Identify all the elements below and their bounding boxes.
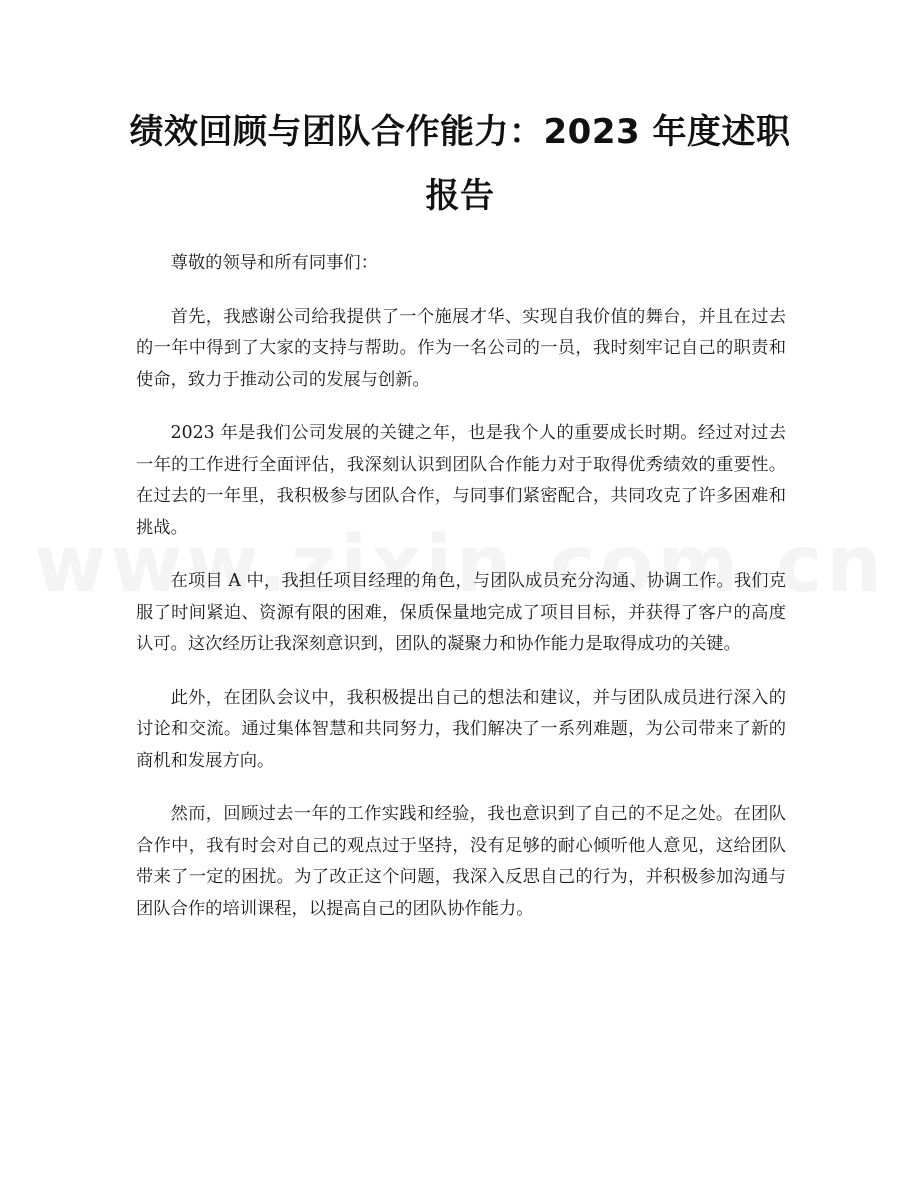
paragraph-3: 在项目 A 中，我担任项目经理的角色，与团队成员充分沟通、协调工作。我们克服了时间紧迫、资源有限的困难，保质保量地完成了项目目标，并获得了客户的高度认可。这次经历让我深刻意识到，团队的凝聚力和协作能力是取得成功的关键。 [136,571,786,654]
paragraph-1: 首先，我感谢公司给我提供了一个施展才华、实现自我价值的舞台，并且在过去的一年中得到了大家的支持与帮助。作为一名公司的一员，我时刻牢记自己的职责和使命，致力于推动公司的发展与创新。 [136,306,786,390]
document-title: 绩效回顾与团队合作能力：2023 年度述职报告 [129,112,791,216]
paragraph-5: 然而，回顾过去一年的工作实践和经验，我也意识到了自己的不足之处。在团队合作中，我有时会对自己的观点过于坚持，没有足够的耐心倾听他人意见，这给团队带来了一定的困扰。为了改正这个问题，我深入反思自己的行为，并积极参加沟通与团队合作的培训课程，以提高自己的团队协作能力。 [136,804,786,919]
paragraph-salutation: 尊敬的领导和所有同事们： [170,253,378,273]
paragraph-4: 此外，在团队会议中，我积极提出自己的想法和建议，并与团队成员进行深入的讨论和交流。通过集体智慧和共同努力，我们解决了一系列难题，为公司带来了新的商机和发展方向。 [136,687,786,771]
paragraph-2: 2023 年是我们公司发展的关键之年，也是我个人的重要成长时期。经过对过去一年的工作进行全面评估，我深刻认识到团队合作能力对于取得优秀绩效的重要性。在过去的一年里，我积极参与团队合作，与同事们紧密配合，共同攻克了许多困难和挑战。 [136,423,786,538]
document-body [136,248,786,947]
